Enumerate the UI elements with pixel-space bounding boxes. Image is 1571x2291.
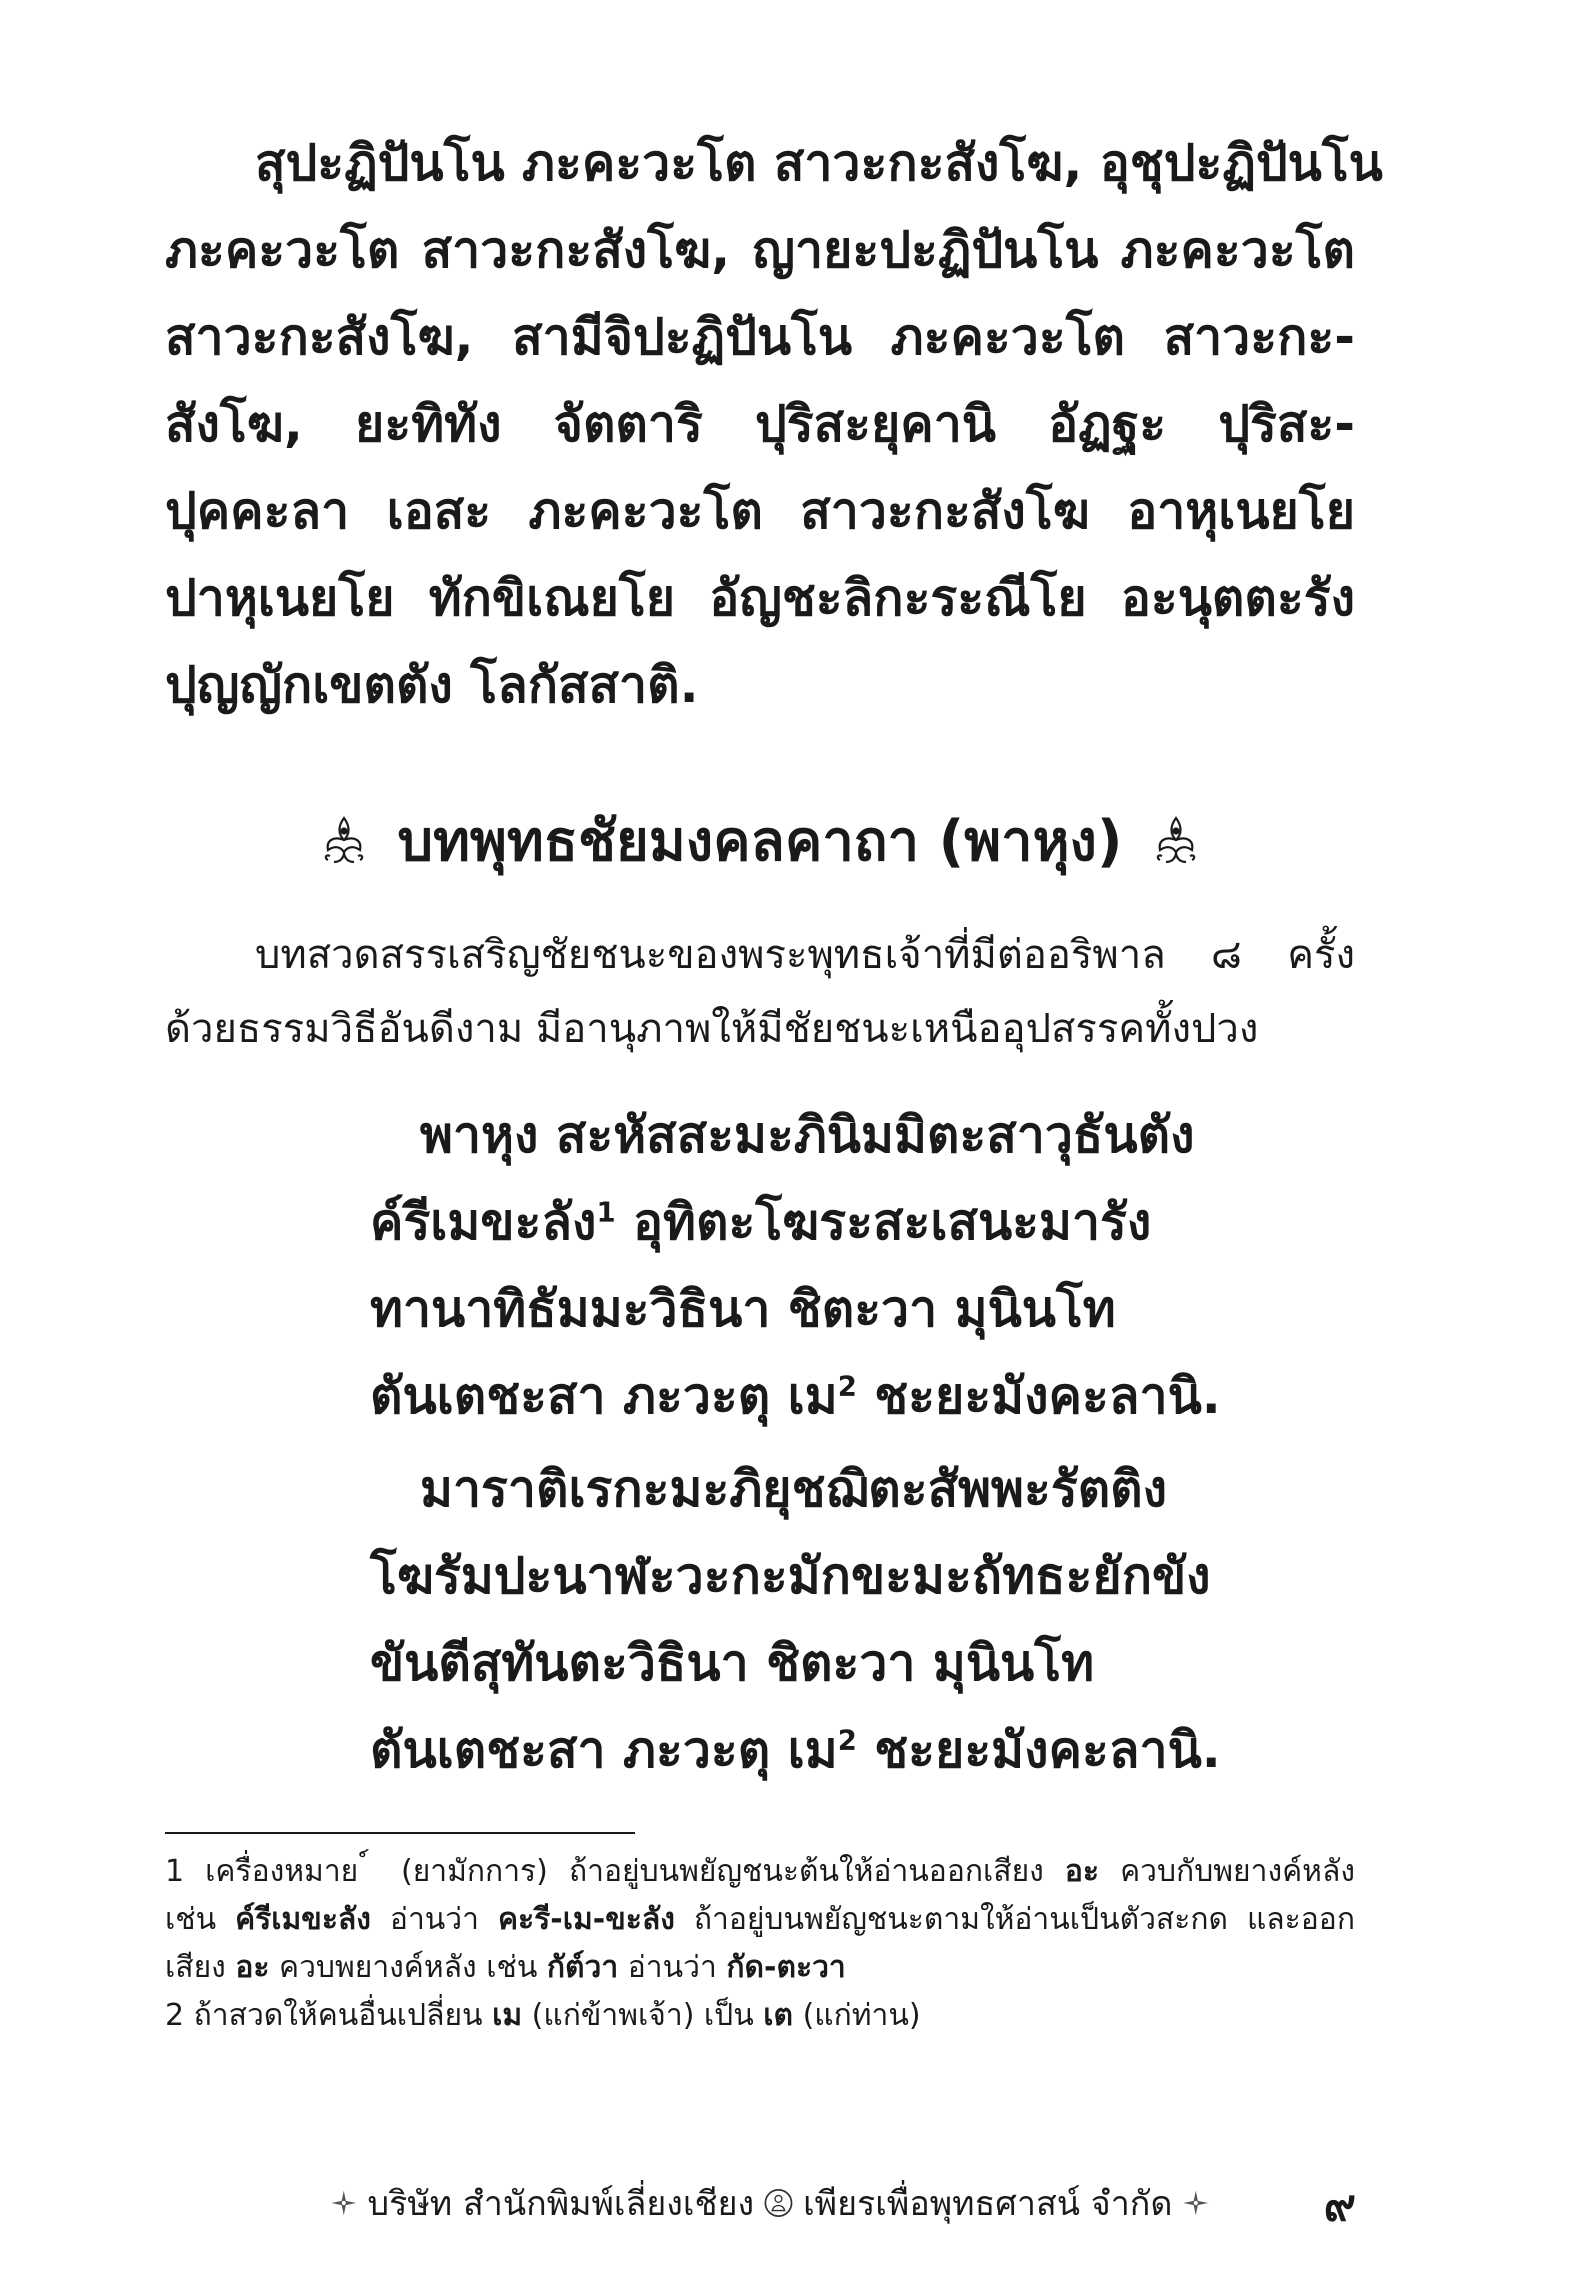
footnote-term: เต [763,1998,794,2033]
footnote-text: (แก่ข้าพเจ้า) เป็น [522,1998,764,2033]
intro-line: บทสวดสรรเสริญชัยชนะของพระพุทธเจ้าที่มีต่ออริพาล ๘ ครั้ง [255,932,1355,978]
verse-text: ตันเตชะสา ภะวะตุ เม [370,1721,838,1779]
star-ornament-icon [330,2183,358,2223]
footnote-term: คะรี-เม-ขะลัง [497,1902,675,1937]
footnote-text: เสียง [165,1950,236,1985]
paragraph-line: ปาหุเนยโย ทักขิเณยโย อัญชะลิกะระณีโย อะนุตตะรัง [165,569,1355,627]
verse-text: ชะยะมังคะลานิ. [856,1721,1221,1779]
lotus-ornament-icon [320,814,368,866]
publisher-name-suffix: เพียรเพื่อพุทธศาสน์ จำกัด [803,2184,1173,2224]
verse-line: มาราติเรกะมะภิยุชฌิตะสัพพะรัตติง [420,1460,1168,1518]
footnote-1-line [165,1896,1355,1944]
footnote-1-line [165,1848,1355,1896]
verse-1 [370,1092,1290,1440]
footnote-divider [165,1832,635,1834]
footnote-text: ถ้าอยู่บนพยัญชนะตามให้อ่านเป็นตัวสะกด และออก [674,1902,1355,1937]
paragraph-line: สุปะฏิปันโน ภะคะวะโต สาวะกะสังโฆ, อุชุปะฏิปันโน [255,134,1383,192]
page-number: ๙ [1323,2180,1356,2231]
footnote-term: กัต์วา [546,1950,619,1985]
paragraph-line: สังโฆ, ยะทิทัง จัตตาริ ปุริสะยุคานิ อัฏฐะ ปุริสะ- [165,395,1355,453]
paragraph-line: ปุญญักเขตตัง โลกัสสาติ. [165,656,699,714]
verse-text: ตันเตชะสา ภะวะตุ เม [370,1367,838,1425]
footnote-term: อะ [235,1950,270,1985]
page-footer [330,2178,1210,2228]
verse-line: ทานาทิธัมมะวิธินา ชิตะวา มุนินโท [370,1280,1116,1338]
footnote-text: อ่านว่า [370,1902,498,1937]
footnote-text: 2 ถ้าสวดให้คนอื่นเปลี่ยน [165,1998,493,2033]
verse-2 [370,1446,1290,1794]
footnote-term: อะ [1064,1854,1100,1889]
verse-line: ขันตีสุทันตะวิธินา ชิตะวา มุนินโท [370,1634,1095,1692]
verse-line [370,1707,1290,1794]
verse-line [370,1179,1290,1266]
paragraph-line: สาวะกะสังโฆ, สามีจิปะฏิปันโน ภะคะวะโต สาวะกะ- [165,308,1355,366]
section-heading [165,790,1355,890]
footnote-text: อ่านว่า [618,1950,727,1985]
footnote-ref-1: 1 [596,1196,616,1229]
footnote-term: เม [492,1998,523,2033]
publisher-name: บริษัท สำนักพิมพ์เลี่ยงเชียง [367,2184,755,2224]
paragraph-line: ภะคะวะโต สาวะกะสังโฆ, ญายะปะฏิปันโน ภะคะวะโต [165,221,1355,279]
footnote-text: 1 เครื่องหมาย ์ (ยามักการ) ถ้าอยู่บนพยัญชนะต้นให้อ่านออกเสียง [165,1854,1065,1889]
star-ornament-icon [1182,2183,1210,2223]
verse-line: พาหุง สะหัสสะมะภินิมมิตะสาวุธันตัง [420,1106,1195,1164]
verse-line: โฆรัมปะนาฬะวะกะมักขะมะถัทธะยักขัง [370,1547,1211,1605]
verse-text: ค์รีเมขะลัง [370,1193,597,1251]
footnote-1-line [165,1944,1355,1992]
intro-line: ด้วยธรรมวิธีอันดีงาม มีอานุภาพให้มีชัยชนะเหนืออุปสรรคทั้งปวง [165,1006,1259,1052]
footnote-2-line [165,1992,1355,2040]
paragraph-line: ปุคคะลา เอสะ ภะคะวะโต สาวะกะสังโฆ อาหุเนยโย [165,482,1355,540]
verse-text: ชะยะมังคะลานิ. [856,1367,1221,1425]
footnote-ref-2: 2 [837,1370,857,1403]
footnote-text: ควบกับพยางค์หลัง [1099,1854,1355,1889]
footnote-term: ค์รีเมขะลัง [235,1902,371,1937]
footnotes [165,1848,1355,2040]
heading-title: บทพุทธชัยมงคลคาถา (พาหุง) [397,808,1123,874]
footnote-term: กัด-ตะวา [726,1950,846,1985]
intro-paragraph [165,918,1355,1066]
verse-text: อุทิตะโฆระสะเสนะมารัง [615,1193,1152,1251]
footnote-text: เช่น [165,1902,236,1937]
sangha-paragraph [165,120,1383,729]
publisher-logo-icon [764,2182,793,2224]
footnote-text: (แก่ท่าน) [793,1998,921,2033]
verse-line [370,1353,1290,1440]
footnote-ref-2: 2 [837,1724,857,1757]
lotus-ornament-icon [1152,814,1200,866]
footnote-text: ควบพยางค์หลัง เช่น [269,1950,547,1985]
